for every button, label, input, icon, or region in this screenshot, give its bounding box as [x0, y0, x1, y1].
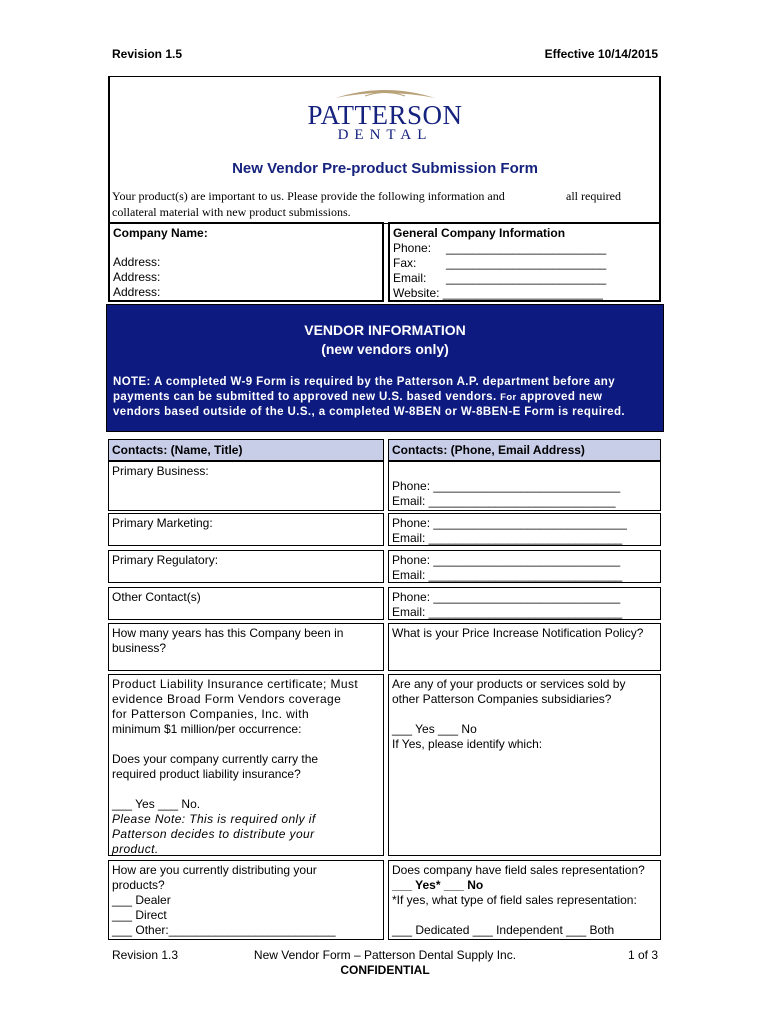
primary-business-email[interactable]: Email: ____________________________ — [392, 494, 616, 508]
general-website-field[interactable]: Website: ________________________ — [393, 286, 603, 300]
liability-text-4: minimum $1 million/per occurrence: — [112, 722, 302, 736]
distribution-other[interactable]: ___ Other:_________________________ — [112, 923, 336, 937]
contacts-phone-header: Contacts: (Phone, Email Address) — [388, 439, 661, 461]
company-address-2: Address: — [113, 270, 161, 284]
contacts-name-header: Contacts: (Name, Title) — [108, 439, 384, 461]
general-info-title: General Company Information — [393, 226, 566, 240]
primary-business-contact-cell — [388, 461, 661, 511]
footer-revision: Revision 1.3 — [112, 948, 179, 962]
vendor-info-subtitle: (new vendors only) — [321, 341, 449, 357]
primary-regulatory-cell[interactable] — [108, 550, 384, 583]
primary-business-label: Primary Business: — [112, 464, 209, 478]
carry-insurance-2: required product liability insurance? — [112, 767, 301, 781]
insurance-note-3: product. — [112, 842, 159, 856]
liability-text-3: for Patterson Companies, Inc. with — [112, 707, 310, 721]
primary-regulatory-email[interactable]: Email: _____________________________ — [392, 568, 623, 582]
company-address-3: Address: — [113, 285, 161, 299]
general-fax-field[interactable]: ________________________ — [446, 256, 607, 270]
insurance-note-2: Patterson decides to distribute your — [112, 827, 315, 841]
carry-insurance-1: Does your company currently carry the — [112, 752, 319, 766]
primary-regulatory-label: Primary Regulatory: — [112, 553, 219, 567]
years-question-1: How many years has this Company been in — [112, 626, 344, 640]
primary-marketing-cell[interactable] — [108, 513, 384, 546]
field-sales-yes-no[interactable]: ___ Yes* ___ No — [392, 878, 484, 892]
primary-marketing-label: Primary Marketing: — [112, 516, 213, 530]
primary-marketing-contact-cell — [388, 513, 661, 546]
primary-business-phone[interactable]: Phone: ____________________________ — [392, 479, 621, 493]
company-address-1: Address: — [113, 255, 161, 269]
header-effective: Effective 10/14/2015 — [544, 47, 658, 61]
general-email-field[interactable]: ________________________ — [446, 271, 607, 285]
other-contacts-phone[interactable]: Phone: ____________________________ — [392, 590, 621, 604]
field-sales-question: Does company have field sales representation? — [392, 863, 645, 877]
years-question-2: business? — [112, 641, 167, 655]
price-policy-question: What is your Price Increase Notification Policy? — [392, 626, 644, 640]
intro-text-1b: all required — [566, 189, 621, 203]
footer-page-number: 1 of 3 — [627, 948, 658, 962]
general-info-cell — [388, 222, 661, 302]
footer-confidential: CONFIDENTIAL — [340, 963, 430, 977]
distribution-question-2: products? — [112, 878, 165, 892]
subsidiaries-question-2: other Patterson Companies subsidiaries? — [392, 692, 612, 706]
footer-title: New Vendor Form – Patterson Dental Supply Inc. — [253, 948, 517, 962]
primary-regulatory-contact-cell — [388, 550, 661, 583]
vendor-note-1: NOTE: A completed W-9 Form is required by the Patterson A.P. department before any — [113, 376, 616, 388]
price-policy-cell[interactable] — [388, 623, 661, 671]
intro-text-2: collateral material with new product submissions. — [112, 205, 351, 219]
insurance-yes-no[interactable]: ___ Yes ___ No. — [112, 797, 201, 811]
years-in-business-cell[interactable] — [108, 623, 384, 671]
vendor-note-3: vendors based outside of the U.S., a completed W-8BEN or W-8BEN-E Form is required. — [113, 406, 625, 418]
liability-text-2: evidence Broad Form Vendors coverage — [112, 692, 342, 706]
field-sales-options[interactable]: ___ Dedicated ___ Independent ___ Both — [392, 923, 615, 937]
other-contacts-label: Other Contact(s) — [112, 590, 201, 604]
logo-mark — [315, 84, 455, 100]
distribution-dealer[interactable]: ___ Dealer — [112, 893, 171, 907]
distribution-cell — [108, 860, 384, 940]
logo-text-patterson: PATTERSON — [307, 100, 463, 130]
vendor-note-2: payments can be submitted to approved new U.S. based vendors. For approved new — [113, 391, 603, 403]
other-contacts-cell[interactable] — [108, 587, 384, 620]
other-contacts-contact-cell — [388, 587, 661, 620]
liability-insurance-cell — [108, 674, 384, 856]
general-fax-label: Fax: — [393, 256, 417, 270]
primary-business-cell[interactable] — [108, 461, 384, 511]
liability-text-1: Product Liability Insurance certificate; Must — [112, 677, 359, 691]
vendor-info-section — [106, 304, 664, 432]
form-title: New Vendor Pre-product Submission Form — [232, 160, 538, 177]
insurance-note-1: Please Note: This is required only if — [112, 812, 316, 826]
subsidiaries-cell — [388, 674, 661, 856]
primary-marketing-email[interactable]: Email: _____________________________ — [392, 531, 623, 545]
primary-marketing-phone[interactable]: Phone: _____________________________ — [392, 516, 627, 530]
intro-text-1: Your product(s) are important to us. Please provide the following information and — [112, 189, 505, 203]
company-name-label: Company Name: — [113, 226, 208, 240]
field-sales-type: *If yes, what type of field sales representation: — [392, 893, 637, 907]
subsidiaries-question-1: Are any of your products or services sold by — [392, 677, 626, 691]
subsidiaries-yes-no[interactable]: ___ Yes ___ No — [392, 722, 477, 736]
field-sales-cell — [388, 860, 661, 940]
distribution-direct[interactable]: ___ Direct — [112, 908, 167, 922]
general-phone-label: Phone: — [393, 241, 432, 255]
primary-regulatory-phone[interactable]: Phone: ____________________________ — [392, 553, 621, 567]
subsidiaries-identify[interactable]: If Yes, please identify which: — [392, 737, 543, 751]
other-contacts-email[interactable]: Email: _____________________________ — [392, 605, 623, 619]
general-email-label: Email: — [393, 271, 427, 285]
distribution-question-1: How are you currently distributing your — [112, 863, 317, 877]
general-phone-field[interactable]: ________________________ — [446, 241, 607, 255]
company-cell — [108, 222, 384, 302]
header-revision: Revision 1.5 — [112, 47, 183, 61]
logo-text-dental: DENTAL — [337, 127, 433, 143]
vendor-info-title: VENDOR INFORMATION — [304, 322, 466, 338]
